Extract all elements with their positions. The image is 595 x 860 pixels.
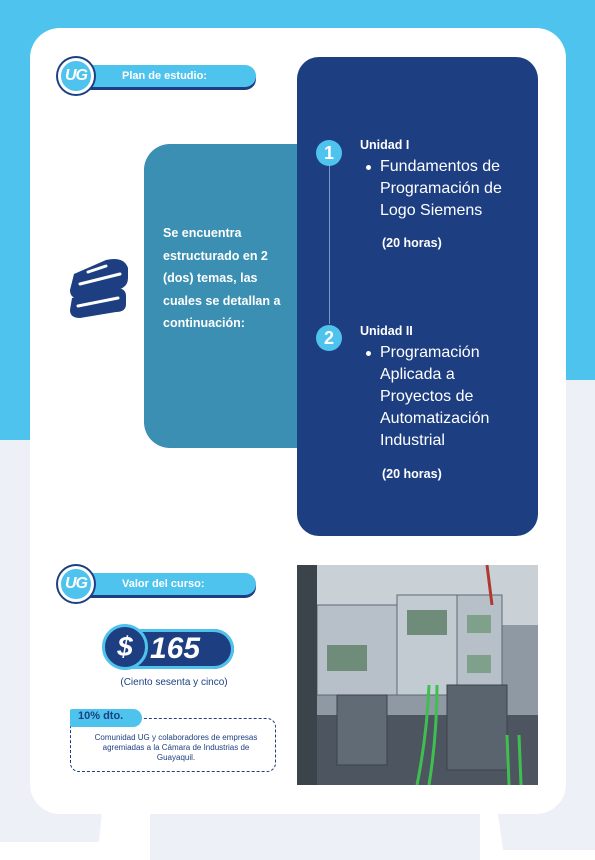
- ug-logo: UG: [58, 58, 94, 94]
- unit-1-bullet: [366, 165, 371, 170]
- price-in-words: (Ciento sesenta y cinco): [120, 677, 228, 688]
- unit-2-bullet: [366, 351, 371, 356]
- unit-1-topic: Fundamentos de Programación de Logo Siemens: [380, 158, 502, 219]
- plc-illustration: [297, 565, 538, 785]
- discount-tag-text: 10% dto.: [78, 710, 124, 722]
- price-amount: 165: [150, 632, 201, 665]
- plc-photo: [297, 565, 538, 785]
- books-icon: [66, 254, 134, 322]
- currency-symbol: $: [102, 624, 148, 670]
- plan-heading: Plan de estudio:: [122, 70, 207, 82]
- plan-heading-pill: [74, 65, 256, 87]
- value-heading: Valor del curso:: [122, 578, 205, 590]
- units-panel: [297, 57, 538, 536]
- unit-1-number: 1: [316, 140, 342, 166]
- unit-2-number: 2: [316, 325, 342, 351]
- intro-text: Se encuentra estructurado en 2 (dos) temas, las cuales se detallan a continuación:: [163, 226, 281, 330]
- unit-1-hours: (20 horas): [382, 236, 442, 250]
- discount-description: Comunidad UG y colaboradores de empresas agremiadas a la Cámara de Industrias de Guayaquil.: [94, 733, 258, 762]
- value-heading-pill: [74, 573, 256, 595]
- timeline-line: [329, 166, 330, 324]
- ug-logo-2: UG: [58, 566, 94, 602]
- unit-2-topic: Programación Aplicada a Proyectos de Automatización Industrial: [380, 344, 490, 449]
- unit-2-title: Unidad II: [360, 324, 413, 338]
- unit-1-title: Unidad I: [360, 138, 410, 152]
- unit-2-hours: (20 horas): [382, 467, 442, 481]
